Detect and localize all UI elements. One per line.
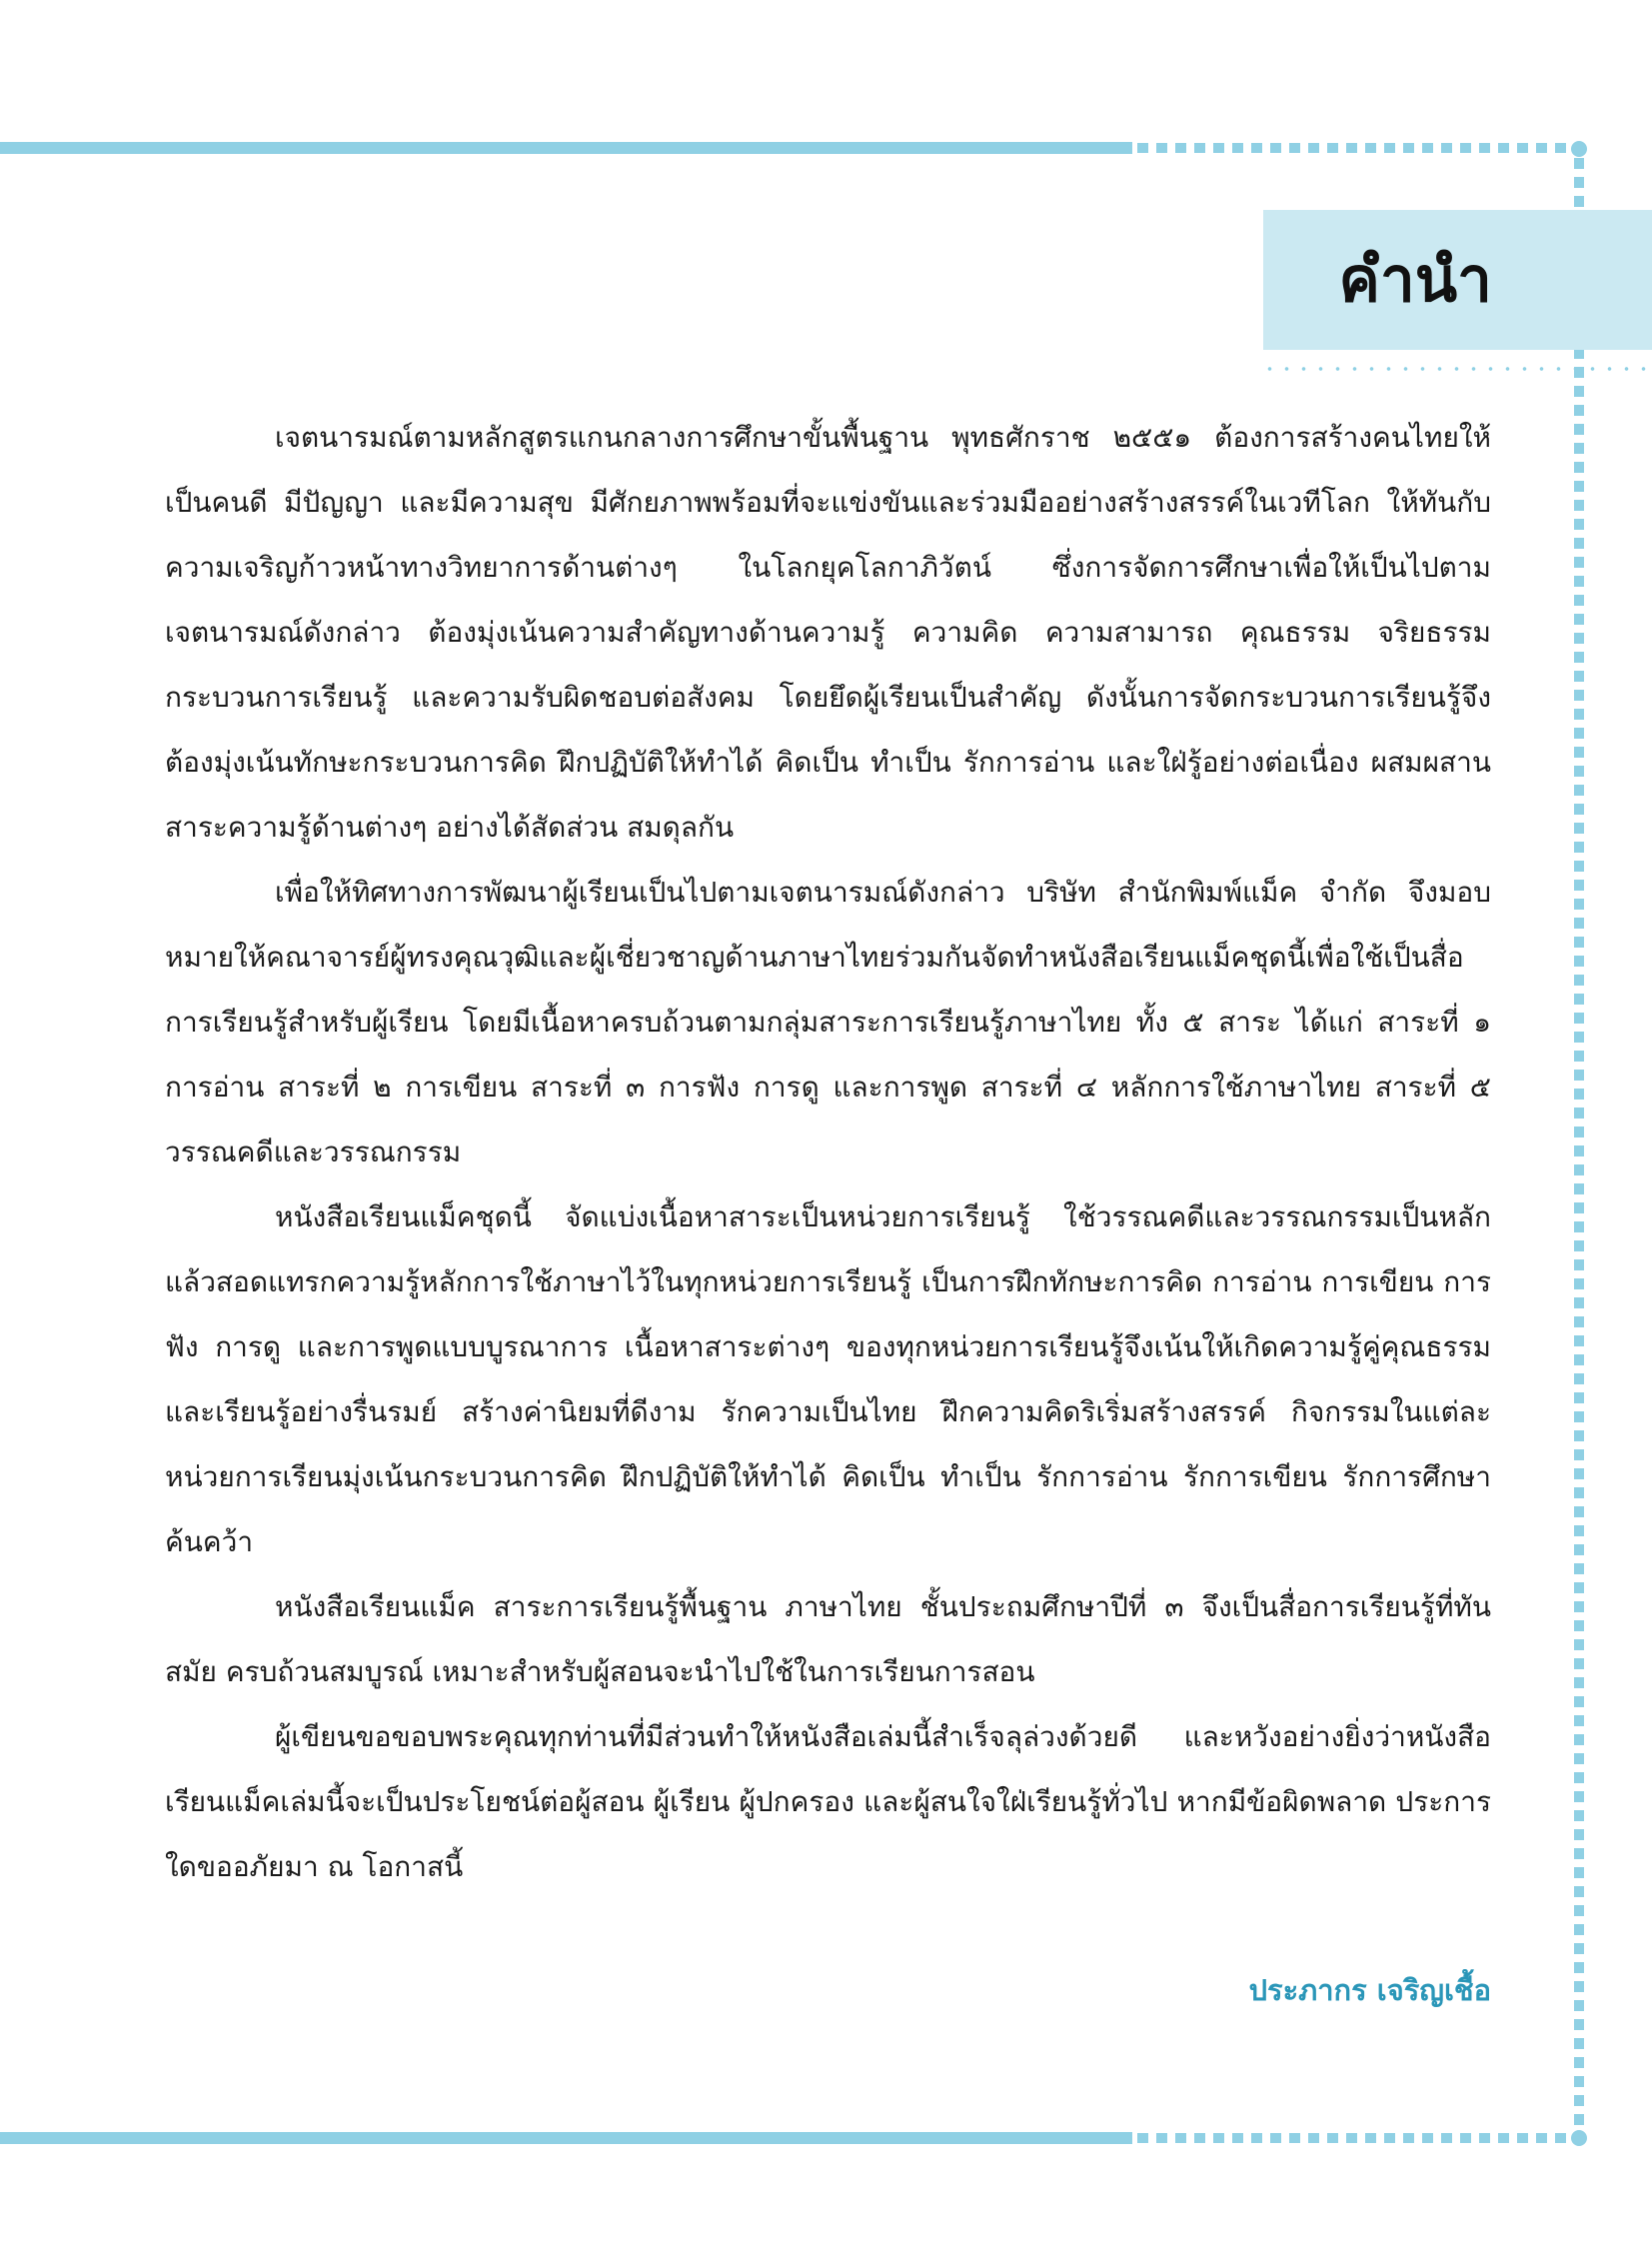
page-title: คำนำ [1338, 243, 1492, 316]
top-border-bar [0, 142, 1132, 154]
bottom-dashed-border [1137, 2133, 1577, 2143]
bottom-border-bar [0, 2132, 1132, 2144]
preface-body [165, 405, 1491, 1899]
paragraph-5: ผู้เขียนขอขอบพระคุณทุกท่านที่มีส่วนทำให้หนังสือเล่มนี้สำเร็จลุล่วงด้วยดี และหวังอย่างยิ่งว่าหนังสือเรียนแม็คเล่มนี้จะเป็นประโยชน์ต่อผู้สอน ผู้เรียน ผู้ปกครอง และผู้สนใจใฝ่เรียนรู้ทั่วไป หากมีข้อผิดพลาด ประการใดขออภัยมา ณ โอกาสนี้ [165, 1720, 1491, 1883]
paragraph-4: หนังสือเรียนแม็ค สาระการเรียนรู้พื้นฐาน ภาษาไทย ชั้นประถมศึกษาปีที่ ๓ จึงเป็นสื่อการเรียนรู้ที่ทันสมัย ครบถ้วนสมบูรณ์ เหมาะสำหรับผู้สอนจะนำไปใช้ในการเรียนการสอน [165, 1590, 1491, 1688]
paragraph-2: เพื่อให้ทิศทางการพัฒนาผู้เรียนเป็นไปตามเจตนารมณ์ดังกล่าว บริษัท สำนักพิมพ์แม็ค จำกัด จึงมอบหมายให้คณาจารย์ผู้ทรงคุณวุฒิและผู้เชี่ยวชาญด้านภาษาไทยร่วมกันจัดทำหนังสือเรียนแม็คชุดนี้เพื่อใช้เป็นสื่อการเรียนรู้สำหรับผู้เรียน โดยมีเนื้อหาครบถ้วนตามกลุ่มสาระการเรียนรู้ภาษาไทย ทั้ง ๕ สาระ ได้แก่ สาระที่ ๑ การอ่าน สาระที่ ๒ การเขียน สาระที่ ๓ การฟัง การดู และการพูด สาระที่ ๔ หลักการใช้ภาษาไทย สาระที่ ๕ วรรณคดีและวรรณกรรม [165, 876, 1491, 1168]
title-dotted-underline [1261, 367, 1652, 371]
right-dashed-border [1574, 158, 1584, 2127]
paragraph-1: เจตนารมณ์ตามหลักสูตรแกนกลางการศึกษาขั้นพื้นฐาน พุทธศักราช ๒๕๕๑ ต้องการสร้างคนไทยให้เป็นคนดี มีปัญญา และมีความสุข มีศักยภาพพร้อมที่จะแข่งขันและร่วมมืออย่างสร้างสรรค์ในเวทีโลก ให้ทันกับความเจริญก้าวหน้าทางวิทยาการด้านต่างๆ ในโลกยุคโลกาภิวัตน์ ซึ่งการจัดการศึกษาเพื่อให้เป็นไปตามเจตนารมณ์ดังกล่าว ต้องมุ่งเน้นความสำคัญทางด้านความรู้ ความคิด ความสามารถ คุณธรรม จริยธรรม กระบวนการเรียนรู้ และความรับผิดชอบต่อสังคม โดยยึดผู้เรียนเป็นสำคัญ ดังนั้นการจัดกระบวนการเรียนรู้จึงต้องมุ่งเน้นทักษะกระบวนการคิด ฝึกปฏิบัติให้ทำได้ คิดเป็น ทำเป็น รักการอ่าน และใฝ่รู้อย่างต่อเนื่อง ผสมผสานสาระความรู้ด้านต่างๆ อย่างได้สัดส่วน สมดุลกัน [165, 421, 1491, 844]
paragraph-3: หนังสือเรียนแม็คชุดนี้ จัดแบ่งเนื้อหาสาระเป็นหน่วยการเรียนรู้ ใช้วรรณคดีและวรรณกรรมเป็นหลัก แล้วสอดแทรกความรู้หลักการใช้ภาษาไว้ในทุกหน่วยการเรียนรู้ เป็นการฝึกทักษะการคิด การอ่าน การเขียน การฟัง การดู และการพูดแบบบูรณาการ เนื้อหาสาระต่างๆ ของทุกหน่วยการเรียนรู้จึงเน้นให้เกิดความรู้คู่คุณธรรม และเรียนรู้อย่างรื่นรมย์ สร้างค่านิยมที่ดีงาม รักความเป็นไทย ฝึกความคิดริเริ่มสร้างสรรค์ กิจกรรมในแต่ละหน่วยการเรียนมุ่งเน้นกระบวนการคิด ฝึกปฏิบัติให้ทำได้ คิดเป็น ทำเป็น รักการอ่าน รักการเขียน รักการศึกษาค้นคว้า [165, 1200, 1491, 1558]
top-right-corner-dot [1571, 141, 1587, 157]
title-box [1263, 210, 1652, 350]
top-dashed-border [1137, 143, 1577, 153]
author-signature: ประภากร เจริญเชื้อ [1248, 1973, 1491, 2007]
